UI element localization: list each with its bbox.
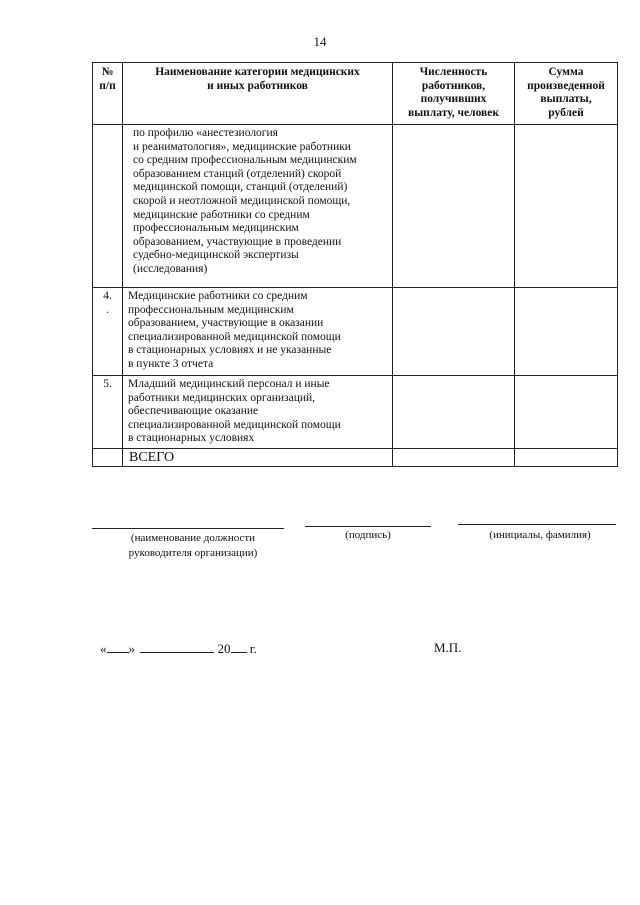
total-sum-cell[interactable] [515,449,618,467]
table-header-row [93,63,618,125]
header-category: Наименование категории медицинских и иных работников [123,63,393,125]
total-row [93,449,618,467]
row-count-cell[interactable] [393,125,515,288]
total-count-cell[interactable] [393,449,515,467]
position-caption: (наименование должности руководителя организации) [128,532,258,559]
header-sum: Сумма произведенной выплаты, рублей [515,63,618,125]
day-blank[interactable] [107,640,129,653]
header-num: № п/п [93,63,123,125]
row-sum-cell[interactable] [515,288,618,376]
row-count-cell[interactable] [393,288,515,376]
row-sum-cell[interactable] [515,125,618,288]
position-signature-line[interactable] [92,528,284,529]
month-blank[interactable] [140,640,214,653]
row-text-cell: по профилю «анестезиология и реаниматология», медицинские работники со средним профессиональным медицинским образованием станций (отделений) скорой медицинской помощи, станций (отделений) скорой и неотложной медицинской помощи, медицинские работники со средним профессиональным медицинским образованием, участвующие в проведении судебно-медицинской экспертизы (исследования) [123,125,393,288]
row-num-cell: 4. . [93,288,123,376]
total-label-cell: ВСЕГО [123,449,393,467]
name-signature-line[interactable] [458,524,616,525]
signature-line[interactable] [305,526,431,527]
date-open-quote: « [100,641,107,656]
row-num-cell: 5. [93,376,123,449]
date-close-quote: » [128,641,135,656]
total-num-cell [93,449,123,467]
signature-caption: (подпись) [345,529,391,541]
row-sum-cell[interactable] [515,376,618,449]
header-count: Численность работников, получивших выплату, человек [393,63,515,125]
year-suffix: г. [249,641,257,656]
year-blank[interactable] [231,640,247,653]
row-text-cell: Медицинские работники со средним профессиональным медицинским образованием, участвующие в оказании специализированной медицинской помощи в стационарных условиях и не указанные в пункте 3 отчета [123,288,393,376]
row-count-cell[interactable] [393,376,515,449]
stamp-label: М.П. [434,640,462,655]
table-row [93,125,618,288]
date-field [100,640,257,657]
row-num-cell [93,125,123,288]
name-caption: (инициалы, фамилия) [489,529,591,541]
table-row [93,376,618,449]
table-row [93,288,618,376]
page-number: 14 [313,34,327,49]
report-table [92,62,618,467]
row-text-cell: Младший медицинский персонал и иные работники медицинских организаций, обеспечивающие оказание специализированной медицинской помощи в стационарных условиях [123,376,393,449]
year-prefix: 20 [217,641,231,656]
